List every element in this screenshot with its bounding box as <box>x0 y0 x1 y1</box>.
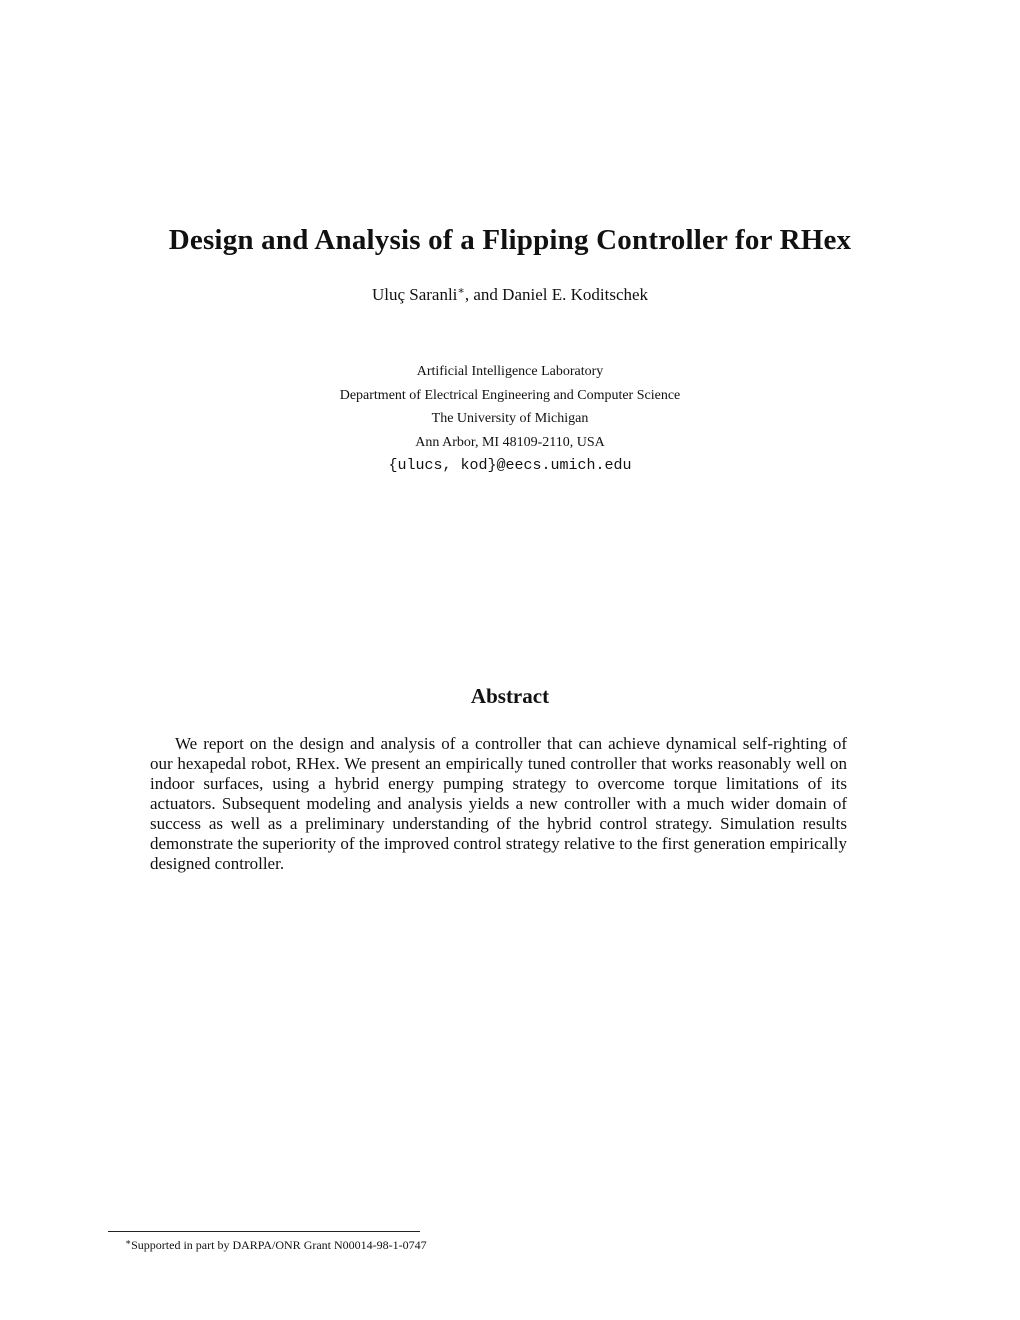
affiliation-department: Department of Electrical Engineering and Computer Science <box>339 387 681 403</box>
affiliation-lab: Artificial Intelligence Laboratory <box>416 364 604 379</box>
author-footnote-mark: ∗ <box>457 285 465 297</box>
paper-title: Design and Analysis of a Flipping Controller for RHex <box>168 224 852 256</box>
abstract-heading: Abstract <box>470 684 550 708</box>
author-separator: , and <box>464 285 503 304</box>
affiliation-address: Ann Arbor, MI 48109-2110, USA <box>415 434 605 450</box>
abstract-text: We report on the design and analysis of a controller that can achieve dynamical self-righting of our hexapedal robot, RHex. We present an empirically tuned controller that works reasonably well on indoor surfaces, using a hybrid energy pumping strategy to overcome torque limitations of its actuators. Subsequent modeling and analysis yields a new controller with a much wider domain of success as well as a preliminary understanding of the hybrid control strategy. Simulation results demonstrate the superiority of the improved control strategy relative to the first generation empirically designed controller. <box>150 734 847 873</box>
second-author: Daniel E. Koditschek <box>502 285 649 304</box>
affiliation-university: The University of Michigan <box>431 411 589 426</box>
affiliation-block <box>0 360 1020 478</box>
first-author: Uluç Saranli <box>371 285 458 304</box>
footnote-text: Supported in part by DARPA/ONR Grant N00014-98-1-0747 <box>131 1238 427 1252</box>
footnote-rule <box>108 1231 420 1232</box>
contact-email: {ulucs, kod}@eecs.umich.edu <box>388 457 632 474</box>
footnote <box>125 1238 427 1253</box>
footnote-mark: ∗ <box>125 1237 132 1247</box>
author-line <box>0 285 1020 305</box>
